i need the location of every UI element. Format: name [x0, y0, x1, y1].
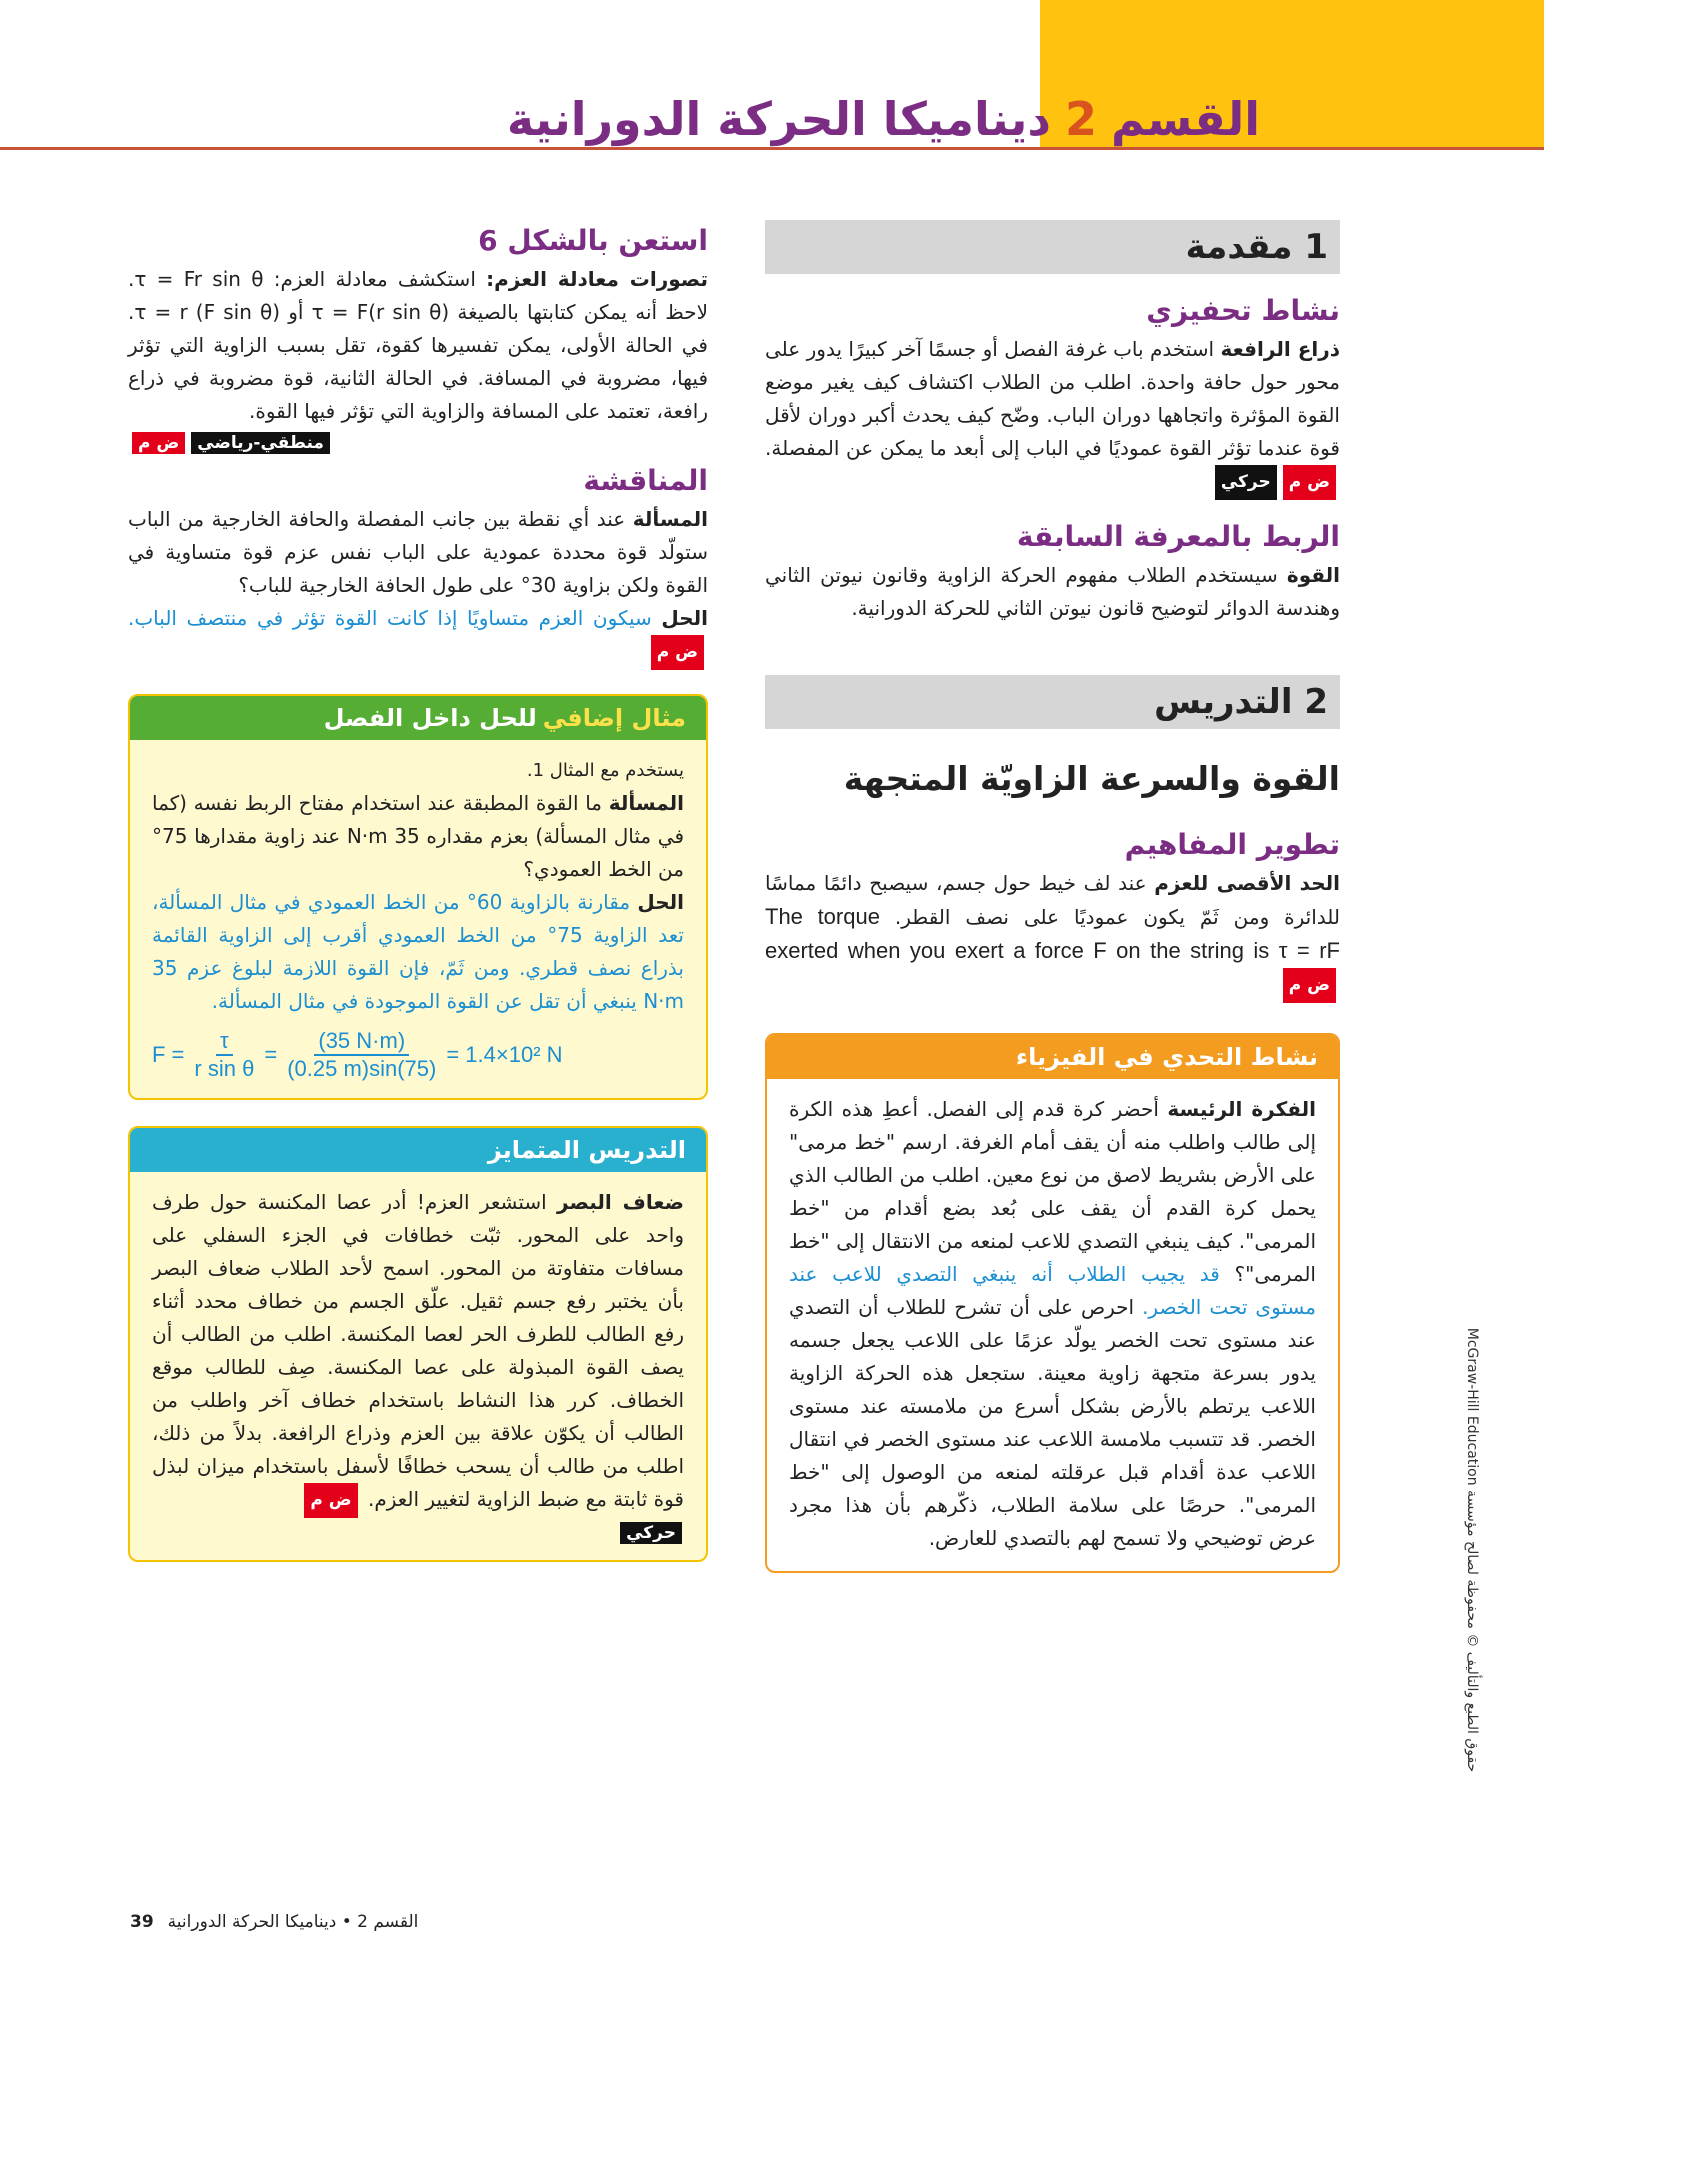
formula-fraction-1-denominator: r sin θ [194, 1056, 255, 1081]
motivation-keyword: ذراع الرافعة [1220, 337, 1340, 361]
section-word: القسم [1110, 92, 1260, 146]
formula-fraction-2-denominator: (0.25 m)sin(75) [287, 1056, 437, 1081]
discussion-question-keyword: المسألة [632, 507, 708, 531]
section-number: 2 [1064, 92, 1097, 146]
discussion-answer-keyword: الحل [661, 606, 708, 630]
figure-paragraph [128, 263, 708, 428]
discussion-question-text: عند أي نقطة بين جانب المفصلة والحافة الخارجية من الباب ستولّد قوة محددة عمودية على الباب نفس عزم قوة متساوية في القوة ولكن بزاوية 30° على طول الحافة الخارجية للباب؟ [128, 507, 708, 597]
example-answer [152, 886, 684, 1018]
prior-text: سيستخدم الطلاب مفهوم الحركة الزاوية وقانون نيوتن الثاني وهندسة الدوائر لتوضيح قانون نيوتن الثاني للحركة الدورانية. [765, 563, 1340, 620]
header-rule [0, 147, 1544, 150]
motivation-heading: نشاط تحفيزي [1146, 294, 1340, 327]
force-velocity-heading: القوة والسرعة الزاويّة المتجهة [843, 759, 1340, 798]
copyright-note [1458, 1280, 1486, 1820]
formula-equals: = [264, 1042, 278, 1067]
skill-tag: ض م [304, 1483, 357, 1518]
example-use-note: يستخدم مع المثال 1. [526, 760, 684, 781]
figure-heading: استعن بالشكل 6 [478, 224, 708, 257]
torque-formula [152, 1028, 684, 1082]
challenge-heading: نشاط التحدي في الفيزياء [767, 1035, 1338, 1079]
discussion-answer-text: سيكون العزم متساويًا إذا كانت القوة تؤثر في منتصف الباب. [128, 606, 662, 630]
example-question-text: ما القوة المطبقة عند استخدام مفتاح الربط نفسه (كما في مثال المسألة) بعزم مقداره 35 N·m عند زاوية مقدارها 75° من الخط العمودي؟ [152, 791, 685, 881]
page-number: 39 [130, 1912, 154, 1932]
challenge-box [765, 1033, 1340, 1573]
differentiated-text: استشعر العزم! أدر عصا المكنسة حول طرف واحد على المحور. ثبّت خطافات في الجزء السفلي على مسافات متفاوتة من المحور. اسمح لأحد الطلاب ضعاف البصر بأن يختبر رفع جسم ثقيل. علّق الجسم من خطاف محدد أثناء رفع الطالب للطرف الحر لعصا المكنسة. اطلب من الطالب أن يصف القوة المبذولة على عصا المكنسة. صِف للطالب موقع الخطاف. كرر هذا النشاط باستخدام خطاف آخر واطلب من الطالب أن يكوّن علاقة بين العزم وذراع الرافعة. بدلاً من ذلك، اطلب من طالب أن يسحب خطافًا لأسفل باستخدام ميزان لبذل قوة ثابتة مع ضبط الزاوية لتغيير العزم. [152, 1190, 684, 1511]
example-heading-rest: للحل داخل الفصل [323, 704, 537, 732]
differentiated-keyword: ضعاف البصر [557, 1190, 684, 1214]
footer-section: القسم 2 • ديناميكا الحركة الدورانية [167, 1912, 419, 1932]
learning-style-tag: حركي [1215, 465, 1277, 500]
max-torque-english: The torque exerted when you exert a force F on the string is τ = rF [765, 904, 1340, 963]
differentiated-box [128, 1126, 708, 1562]
discussion-question [128, 503, 708, 602]
chapter-title: ديناميكا الحركة الدورانية [506, 92, 1051, 146]
differentiated-heading: التدريس المتمايز [130, 1128, 706, 1172]
max-torque-paragraph [765, 867, 1340, 1003]
prior-knowledge-heading: الربط بالمعرفة السابقة [1016, 520, 1340, 553]
right-column [765, 220, 1340, 1573]
example-answer-keyword: الحل [637, 890, 684, 914]
page-title [507, 92, 1260, 146]
challenge-paragraph [789, 1093, 1316, 1555]
example-question-keyword: المسألة [608, 791, 684, 815]
formula-fraction-2-numerator: (35 N·m) [314, 1028, 409, 1056]
left-column [128, 220, 708, 1562]
max-torque-keyword: الحد الأقصى للعزم [1154, 871, 1340, 895]
concepts-heading: تطوير المفاهيم [1124, 828, 1340, 861]
formula-result: = 1.4×10² N [446, 1042, 563, 1067]
prior-keyword: القوة [1286, 563, 1340, 587]
challenge-answer: قد يجيب الطلاب أنه ينبغي التصدي للاعب عند مستوى تحت الخصر. [789, 1262, 1316, 1319]
figure-keyword: تصورات معادلة العزم: [486, 267, 709, 291]
challenge-text: أحضر كرة قدم إلى الفصل. أعطِ هذه الكرة إلى طالب واطلب منه أن يقف أمام الغرفة. ارسم "خط مرمى" على الأرض بشريط لاصق من نوع معين. اطلب من الطالب الذي يحمل كرة القدم أن يقف على بُعد بضع أقدام من "خط المرمى". كيف ينبغي التصدي للاعب لمنعه من الانتقال إلى "خط المرمى"؟ [789, 1097, 1316, 1286]
discussion-heading: المناقشة [583, 464, 708, 497]
formula-lhs: F = [152, 1042, 185, 1067]
intro-section-bar: 1 مقدمة [765, 220, 1340, 274]
page-footer [130, 1912, 418, 1932]
learning-style-tag: حركي [620, 1522, 682, 1544]
motivation-text: استخدم باب غرفة الفصل أو جسمًا آخر كبيرًا يدور على محور حول حافة واحدة. اطلب من الطلاب اكتشاف كيف يغير موضع القوة المؤثرة واتجاهها دوران الباب. وضّح كيف يحدث أكبر دوران لأقل قوة عندما تؤثر القوة عموديًا في الباب إلى أبعد ما يمكن عن المفصلة. [765, 337, 1340, 460]
example-box [128, 694, 708, 1100]
prior-knowledge-paragraph [765, 559, 1340, 625]
copyright-text: حقوق الطبع والتأليف © محفوظة لصالح مؤسسة McGraw-Hill Education [1464, 1327, 1480, 1773]
learning-style-tag: منطقي-رياضي [191, 432, 330, 454]
challenge-text-2: احرص على أن تشرح للطلاب أن التصدي عند مستوى تحت الخصر يولّد عزمًا على اللاعب يجعل جسمه يدور بسرعة متجهة زاوية معينة. ستجعل هذه الحركة الزاوية اللاعب يرتطم بالأرض بشكل أسرع من ملامسته عند مستوى الخصر. قد تتسبب ملامسة اللاعب عند مستوى الخصر في انتقال اللاعب عدة أقدام قبل عرقلته لمنعه من الوصول إلى "خط المرمى". حرصًا على سلامة الطلاب، ذكّرهم بأن هذا مجرد عرض توضيحي ولا تسمح لهم بالتصدي للعارض. [789, 1295, 1316, 1550]
formula-fraction-1-numerator: τ [216, 1028, 233, 1056]
example-heading [130, 696, 706, 740]
figure-text: استكشف معادلة العزم: τ = Fr sin θ. لاحظ أنه يمكن كتابتها بالصيغة τ = F(r sin θ) أو τ = r (F sin θ). في الحالة الأولى، يمكن تفسيرها كقوة، تقل بسبب الزاوية التي تؤثر فيها، مضروبة في المسافة. في الحالة الثانية، قوة مضروبة في ذراع رافعة، تعتمد على المسافة والزاوية التي تؤثر فيها القوة. [128, 267, 709, 423]
example-heading-emphasis: مثال إضافي [542, 704, 686, 732]
example-answer-text: مقارنة بالزاوية 60° من الخط العمودي في مثال المسألة، تعد الزاوية 75° من الخط العمودي أقرب إلى الزاوية القائمة بذراع نصف قطري. ومن ثَمّ، فإن القوة اللازمة لبلوغ عزم 35 N·m ينبغي أن تقل عن القوة الموجودة في مثال المسألة. [152, 890, 684, 1013]
skill-tag: ض م [1283, 465, 1336, 500]
differentiated-paragraph [152, 1186, 684, 1518]
motivation-paragraph [765, 333, 1340, 500]
challenge-keyword: الفكرة الرئيسة [1167, 1097, 1317, 1121]
skill-tag: ض م [132, 432, 185, 454]
max-torque-text: عند لف خيط حول جسم، سيصبح دائمًا مماسًا للدائرة ومن ثَمّ يكون عموديًا على نصف القطر. [765, 871, 1341, 929]
teach-section-bar: 2 التدريس [765, 675, 1340, 729]
skill-tag: ض م [651, 635, 704, 670]
discussion-answer [128, 602, 708, 670]
formula-fraction-2 [283, 1028, 440, 1082]
skill-tag: ض م [1283, 968, 1336, 1003]
example-question [152, 787, 684, 886]
formula-fraction-1 [190, 1028, 258, 1082]
